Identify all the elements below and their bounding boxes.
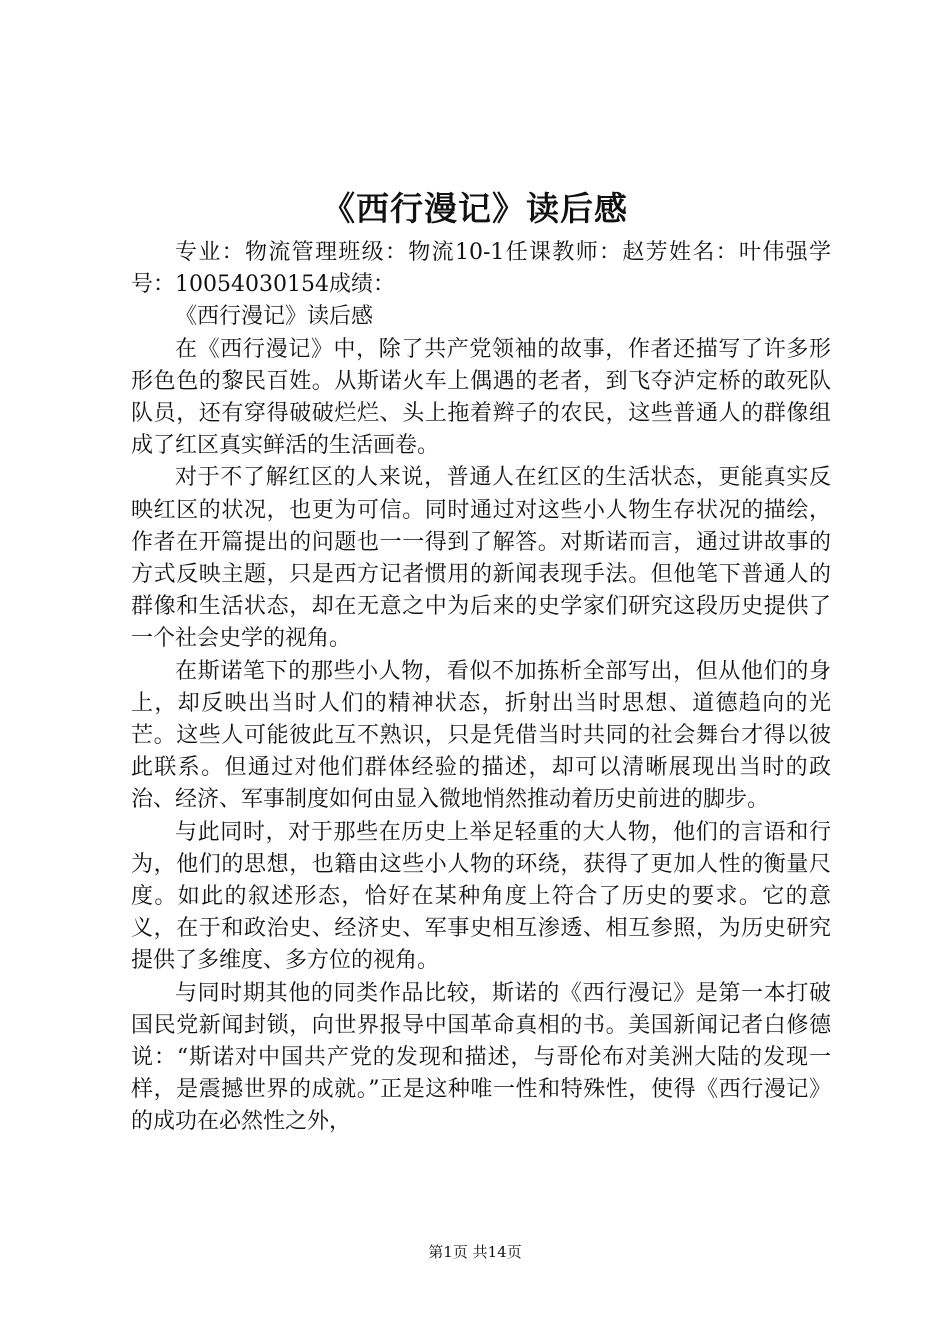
subtitle-paragraph: 《西行漫记》读后感 <box>175 304 374 330</box>
body-paragraph: 在斯诺笔下的那些小人物，看似不加拣析全部写出，但从他们的身上，却反映出当时人们的精神状态，折射出当时思想、道德趋向的光芒。这些人可能彼此互不熟识，只是凭借当时共同的社会舞台才得以彼此联系。但通过对他们群体经验的描述，却可以清晰展现出当时的政治、经济、军事制度如何由显入微地悄然推动着历史前进的脚步。 <box>131 658 831 813</box>
info-line: 专业：物流管理班级：物流10-1任课教师：赵芳姓名：叶伟强学号：10054030154成绩： <box>131 240 831 298</box>
body-paragraph: 与同时期其他的同类作品比较，斯诺的《西行漫记》是第一本打破国民党新闻封锁，向世界报导中国革命真相的书。美国新闻记者白修德说：“斯诺对中国共产党的发现和描述，与哥伦布对美洲大陆的发现一样，是震撼世界的成就。”正是这种唯一性和特殊性，使得《西行漫记》的成功在必然性之外， <box>131 980 831 1135</box>
body-paragraph: 与此同时，对于那些在历史上举足轻重的大人物，他们的言语和行为，他们的思想，也籍由这些小人物的环绕，获得了更加人性的衡量尺度。如此的叙述形态，恰好在某种角度上符合了历史的要求。它的意义，在于和政治史、经济史、军事史相互渗透、相互参照，为历史研究提供了多维度、多方位的视角。 <box>131 819 831 974</box>
page-number-footer: 第1页 共14页 <box>428 1243 522 1261</box>
body-paragraph: 对于不了解红区的人来说，普通人在红区的生活状态，更能真实反映红区的状况，也更为可信。同时通过对这些小人物生存状况的描绘，作者在开篇提出的问题也一一得到了解答。对斯诺而言，通过讲故事的方式反映主题，只是西方记者惯用的新闻表现手法。但他笔下普通人的群像和生活状态，却在无意之中为后来的史学家们研究这段历史提供了一个社会史学的视角。 <box>131 465 831 652</box>
body-paragraph: 在《西行漫记》中，除了共产党领袖的故事，作者还描写了许多形形色色的黎民百姓。从斯诺火车上偶遇的老者，到飞夺泸定桥的敢死队队员，还有穿得破破烂烂、头上拖着辫子的农民，这些普通人的群像组成了红区真实鲜活的生活画卷。 <box>131 336 831 459</box>
document-body <box>131 237 831 1139</box>
document-title: 《西行漫记》读后感 <box>322 189 628 228</box>
